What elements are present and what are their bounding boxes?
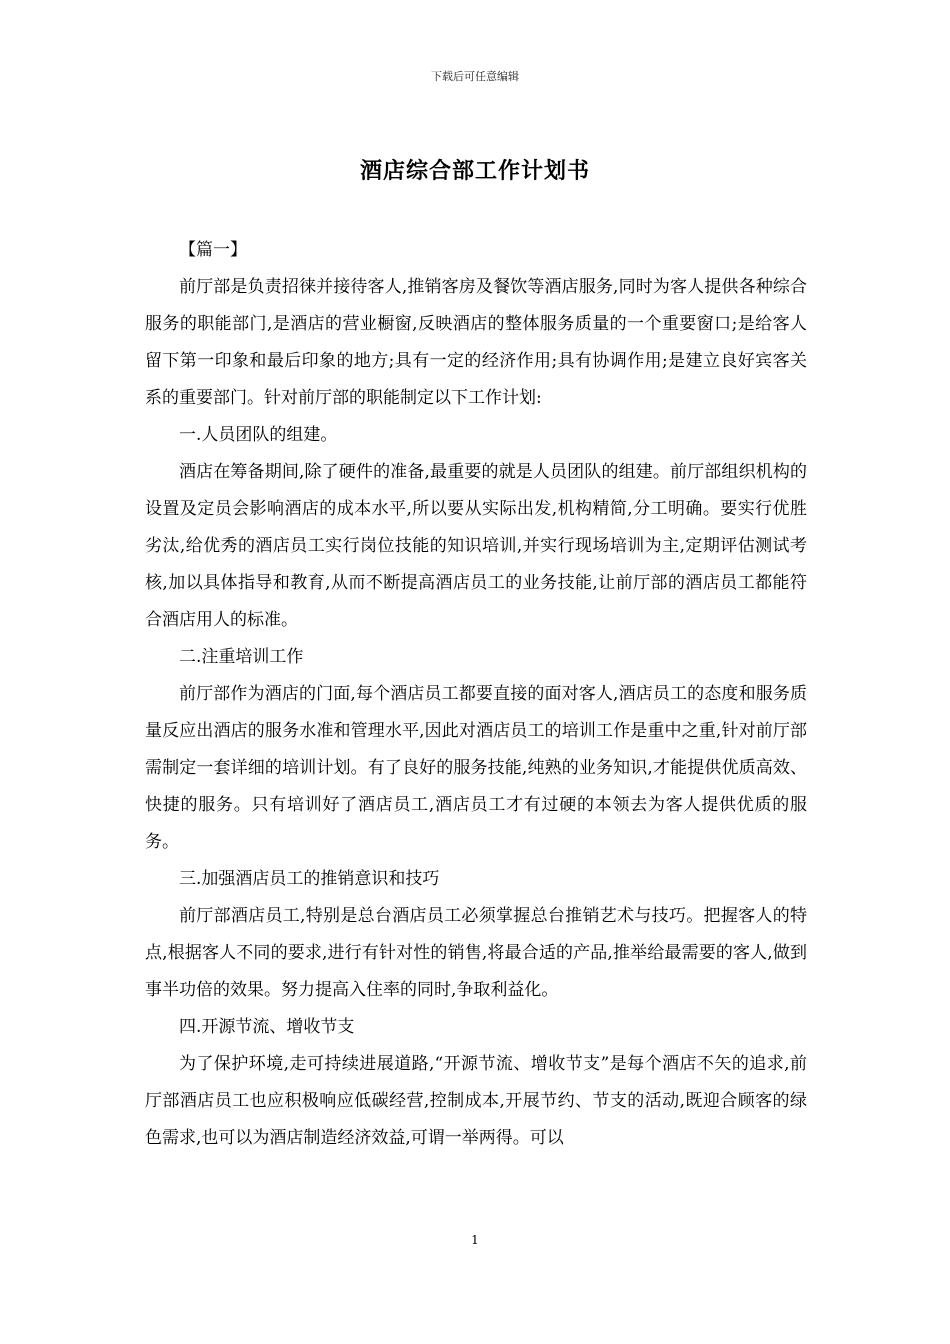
paragraph-intro: 前厅部是负责招徕并接待客人,推销客房及餐饮等酒店服务,同时为客人提供各种综合服务的职能部门,是酒店的营业橱窗,反映酒店的整体服务质量的一个重要窗口;是给客人留下第一印象和最后印象的地方;具有一定的经济作用;具有协调作用;是建立良好宾客关系的重要部门。针对前厅部的职能制定以下工作计划: xyxy=(145,277,807,408)
document-body xyxy=(145,232,807,1157)
heading-2: 二.注重培训工作 xyxy=(179,647,304,667)
paragraph-4: 为了保护环境,走可持续进展道路,“开源节流、增收节支”是每个酒店不矢的追求,前厅部酒店员工也应积极响应低碳经营,控制成本,开展节约、节支的活动,既迎合顾客的绿色需求,也可以为酒店制造经济效益,可谓一举两得。可以 xyxy=(145,1054,807,1148)
page-number: 1 xyxy=(471,1233,479,1247)
heading-1: 一.人员团队的组建。 xyxy=(179,425,338,445)
heading-4: 四.开源节流、增收节支 xyxy=(179,1017,355,1037)
paragraph-3: 前厅部酒店员工,特别是总台酒店员工必须掌握总台推销艺术与技巧。把握客人的特点,根据客人不同的要求,进行有针对性的销售,将最合适的产品,推举给最需要的客人,做到事半功倍的效果。努力提高入住率的同时,争取利益化。 xyxy=(145,906,807,1000)
paragraph-2: 前厅部作为酒店的门面,每个酒店员工都要直接的面对客人,酒店员工的态度和服务质量反应出酒店的服务水准和管理水平,因此对酒店员工的培训工作是重中之重,针对前厅部需制定一套详细的培训计划。有了良好的服务技能,纯熟的业务知识,才能提供优质高效、快捷的服务。只有培训好了酒店员工,酒店员工才有过硬的本领去为客人提供优质的服务。 xyxy=(145,684,807,852)
document-title: 酒店综合部工作计划书 xyxy=(359,158,590,184)
page-header-note: 下载后可任意编辑 xyxy=(431,70,519,83)
paragraph-1: 酒店在筹备期间,除了硬件的准备,最重要的就是人员团队的组建。前厅部组织机构的设置及定员会影响酒店的成本水平,所以要从实际出发,机构精简,分工明确。要实行优胜劣汰,给优秀的酒店员工实行岗位技能的知识培训,并实行现场培训为主,定期评估测试考核,加以具体指导和教育,从而不断提高酒店员工的业务技能,让前厅部的酒店员工都能符合酒店用人的标准。 xyxy=(145,462,807,630)
heading-3: 三.加强酒店员工的推销意识和技巧 xyxy=(179,869,440,889)
section-tag: 【篇一】 xyxy=(179,240,247,260)
